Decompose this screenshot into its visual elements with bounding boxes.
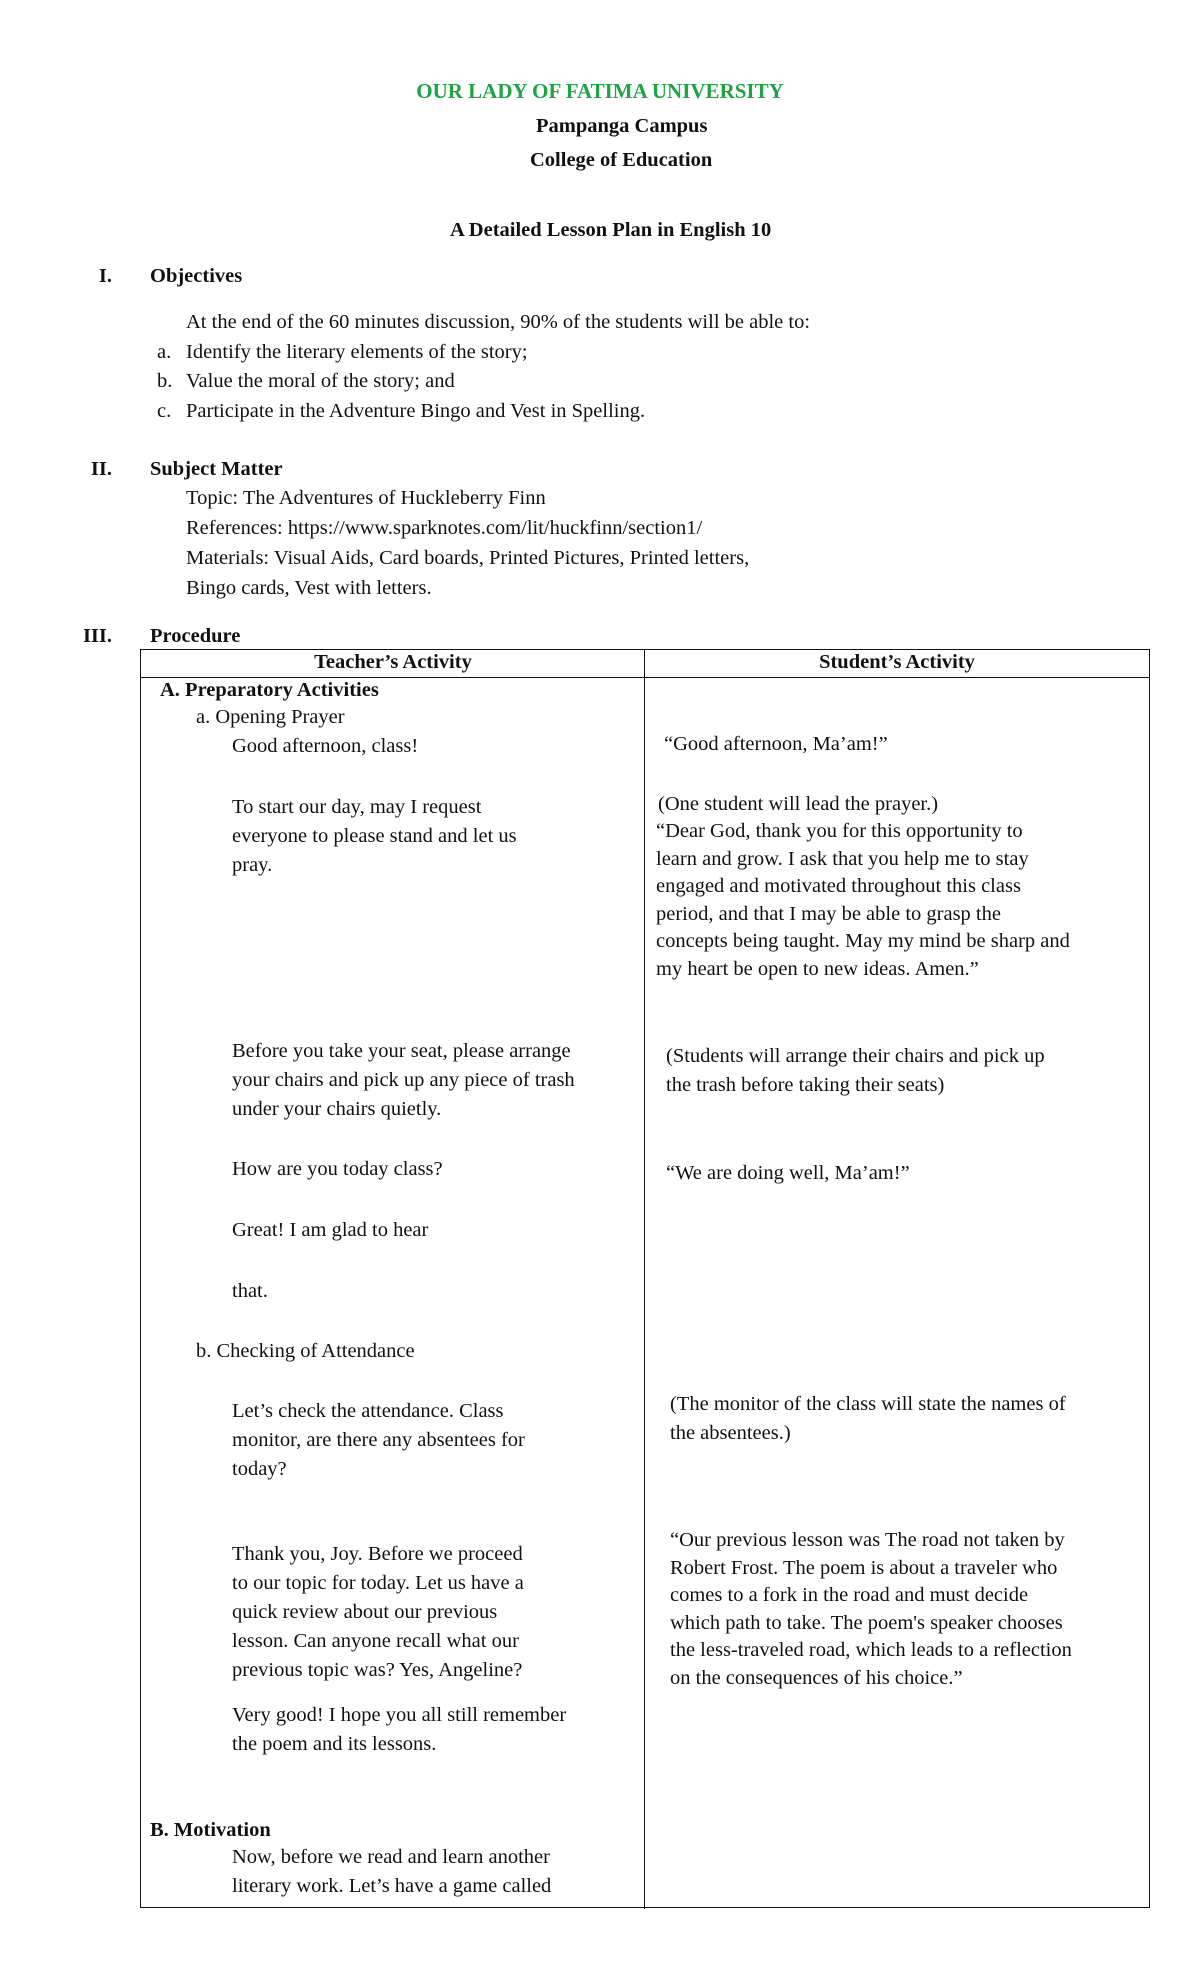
subject-matter-numeral: II. <box>90 458 112 480</box>
subject-topic: Topic: The Adventures of Huckleberry Finn <box>186 487 546 509</box>
text-line: learn and grow. I ask that you help me to stay <box>656 847 1029 870</box>
university-name: OUR LADY OF FATIMA UNIVERSITY <box>416 79 784 103</box>
student-arrange-chairs <box>666 1042 1045 1100</box>
student-review <box>670 1527 1072 1692</box>
objective-letter: a. <box>157 341 172 363</box>
preparatory-activities-heading: A. Preparatory Activities <box>160 679 379 701</box>
text-line: everyone to please stand and let us <box>232 825 517 847</box>
text-line: which path to take. The poem's speaker chooses <box>670 1611 1063 1634</box>
lesson-plan-title: A Detailed Lesson Plan in English 10 <box>450 219 772 241</box>
teacher-activity-header: Teacher’s Activity <box>314 651 472 673</box>
objective-letter: c. <box>157 400 172 422</box>
text-line: the absentees.) <box>670 1422 791 1444</box>
text-line: Now, before we read and learn another <box>232 1846 550 1868</box>
text-line: quick review about our previous <box>232 1601 498 1623</box>
text-line: Very good! I hope you all still remember <box>232 1704 567 1726</box>
procedure-numeral: III. <box>82 625 112 647</box>
text-line: previous topic was? Yes, Angeline? <box>232 1659 523 1681</box>
text-line: pray. <box>232 854 273 876</box>
text-line: “Our previous lesson was The road not taken by <box>670 1529 1065 1551</box>
campus-name: Pampanga Campus <box>536 115 708 137</box>
objectives-numeral: I. <box>98 265 112 287</box>
student-activity-header: Student’s Activity <box>819 651 975 673</box>
text-line: your chairs and pick up any piece of trash <box>232 1069 575 1091</box>
text-line: the trash before taking their seats) <box>666 1074 945 1096</box>
text-line: to our topic for today. Let us have a <box>232 1572 524 1594</box>
subject-materials: Materials: Visual Aids, Card boards, Printed Pictures, Printed letters, <box>186 547 750 569</box>
attendance-heading: b. Checking of Attendance <box>196 1340 415 1362</box>
objectives-intro: At the end of the 60 minutes discussion, 90% of the students will be able to: <box>186 311 811 333</box>
subject-matter-heading: Subject Matter <box>150 458 283 480</box>
teacher-how-are-you: How are you today class? <box>232 1158 443 1180</box>
teacher-motivation <box>232 1843 551 1901</box>
teacher-glad-continued: that. <box>232 1280 268 1302</box>
text-line: lesson. Can anyone recall what our <box>232 1630 519 1652</box>
text-line: Robert Frost. The poem is about a traveler who <box>670 1556 1058 1579</box>
text-line: my heart be open to new ideas. Amen.” <box>656 957 979 980</box>
text-line: Before you take your seat, please arrange <box>232 1040 571 1062</box>
college-name: College of Education <box>530 149 713 171</box>
opening-prayer-heading: a. Opening Prayer <box>196 706 345 728</box>
text-line: comes to a fork in the road and must decide <box>670 1584 1029 1606</box>
teacher-attendance <box>232 1397 525 1484</box>
objective-item: Participate in the Adventure Bingo and Vest in Spelling. <box>186 400 646 422</box>
teacher-greeting: Good afternoon, class! <box>232 735 419 757</box>
text-line: “Dear God, thank you for this opportunity to <box>656 820 1023 842</box>
student-prayer-lead: (One student will lead the prayer.) <box>658 793 939 815</box>
teacher-glad: Great! I am glad to hear <box>232 1219 429 1241</box>
text-line: period, and that I may be able to grasp the <box>656 902 1001 925</box>
column-divider <box>644 649 645 1909</box>
teacher-very-good <box>232 1701 566 1759</box>
student-prayer <box>656 818 1070 983</box>
text-line: (The monitor of the class will state the names of <box>670 1393 1066 1415</box>
text-line: engaged and motivated throughout this class <box>656 875 1021 897</box>
objective-item: Identify the literary elements of the story; <box>186 341 528 363</box>
objective-item: Value the moral of the story; and <box>186 370 455 392</box>
teacher-review <box>232 1540 592 1685</box>
text-line: (Students will arrange their chairs and pick up <box>666 1045 1045 1067</box>
teacher-arrange-chairs <box>232 1037 575 1124</box>
text-line: the poem and its lessons. <box>232 1733 437 1755</box>
text-line: monitor, are there any absentees for <box>232 1429 525 1451</box>
text-line: Let’s check the attendance. Class <box>232 1400 504 1422</box>
motivation-heading: B. Motivation <box>150 1819 271 1841</box>
text-line: today? <box>232 1458 287 1480</box>
text-line: To start our day, may I request <box>232 796 482 818</box>
text-line: under your chairs quietly. <box>232 1098 442 1120</box>
text-line: Thank you, Joy. Before we proceed <box>232 1543 523 1565</box>
student-how-are-you: “We are doing well, Ma’am!” <box>666 1162 910 1184</box>
objective-letter: b. <box>157 370 173 392</box>
student-attendance <box>670 1390 1066 1448</box>
subject-materials-continued: Bingo cards, Vest with letters. <box>186 577 432 599</box>
subject-references: References: https://www.sparknotes.com/lit/huckfinn/section1/ <box>186 517 703 539</box>
text-line: on the consequences of his choice.” <box>670 1666 963 1689</box>
text-line: literary work. Let’s have a game called <box>232 1875 552 1897</box>
teacher-prayer-request <box>232 793 517 880</box>
student-greeting: “Good afternoon, Ma’am!” <box>664 733 888 755</box>
procedure-heading: Procedure <box>150 625 241 647</box>
text-line: the less-traveled road, which leads to a reflection <box>670 1639 1072 1661</box>
objectives-heading: Objectives <box>150 265 243 287</box>
text-line: concepts being taught. May my mind be sharp and <box>656 930 1070 952</box>
